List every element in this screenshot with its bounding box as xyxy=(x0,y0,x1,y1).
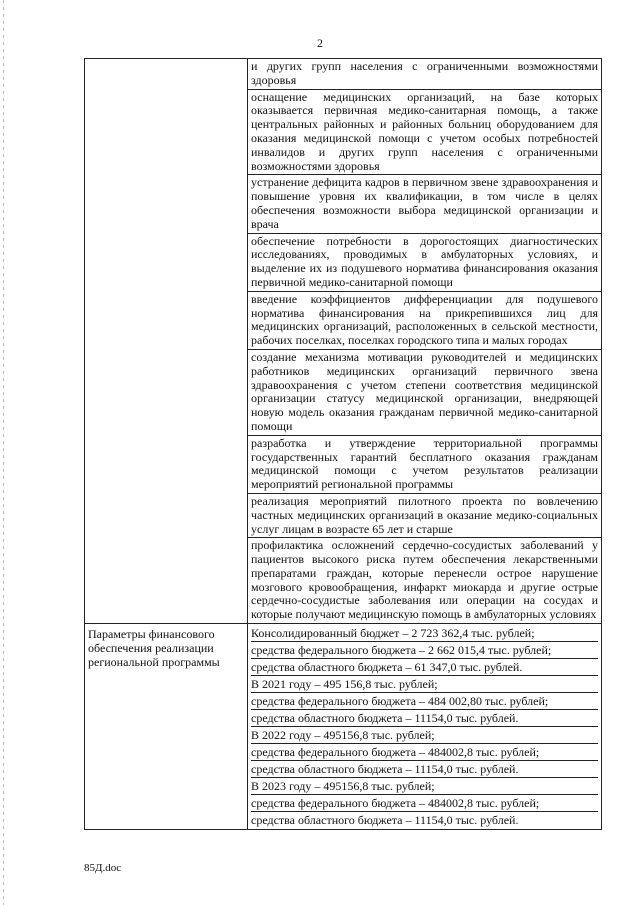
activities-body xyxy=(85,59,602,624)
activity-cell xyxy=(248,89,602,175)
finance-line: В 2023 году – 495156,8 тыс. рублей; xyxy=(251,778,598,795)
activity-cell xyxy=(248,349,602,435)
finance-line: средства федерального бюджета – 484002,8 тыс. рублей; xyxy=(251,795,598,812)
finance-line: средства федерального бюджета – 484002,8 тыс. рублей; xyxy=(251,744,598,761)
activity-cell xyxy=(248,538,602,624)
finance-line: средства федерального бюджета – 2 662 015,4 тыс. рублей; xyxy=(251,642,598,659)
finance-values-cell xyxy=(248,624,602,830)
activity-text: оснащение медицинских организаций, на базе которых оказывается первичная медико-санитарная помощь, а также центральных районных и районных больниц оборудованием для оказания медицинской помощи с учетом особых потребностей инвалидов и других групп населения с ограниченными возможностями здоровья xyxy=(251,89,598,173)
activity-row xyxy=(85,59,602,90)
page-number: 2 xyxy=(317,36,323,50)
activity-cell xyxy=(248,493,602,537)
activity-cell xyxy=(248,59,602,90)
activity-cell xyxy=(248,291,602,349)
program-table xyxy=(84,58,602,830)
finance-body xyxy=(85,624,602,830)
activity-text: введение коэффициентов дифференциации для подушевого норматива финансирования на прикрепившихся лиц для медицинских организаций, расположенных в сельской местности, рабочих поселках, поселках городского типа и малых городах xyxy=(251,291,598,348)
finance-line: В 2021 году – 495 156,8 тыс. рублей; xyxy=(251,676,598,693)
activity-text: разработка и утверждение территориальной программы государственных гарантий бесплатного оказания гражданам медицинской помощи с учетом результатов реализации мероприятий региональной программы xyxy=(251,435,598,492)
empty-label-cell xyxy=(85,59,248,624)
finance-line: средства областного бюджета – 11154,0 тыс. рублей. xyxy=(251,761,598,778)
activity-text: создание механизма мотивации руководителей и медицинских работников медицинских организаций первичного звена здравоохранения с учетом степени соответствия медицинской организации статусу медицинской организации, внедряющей новую модель оказания гражданам первичной медико-санитарной помощи xyxy=(251,349,598,433)
finance-line: средства областного бюджета – 11154,0 тыс. рублей. xyxy=(251,710,598,727)
finance-line: средства областного бюджета – 11154,0 тыс. рублей. xyxy=(251,813,519,828)
activity-text: реализация мероприятий пилотного проекта по вовлечению частных медицинских организаций в оказание медико-социальных услуг лицам в возрасте 65 лет и старше xyxy=(251,493,598,536)
finance-line: средства федерального бюджета – 484 002,80 тыс. рублей; xyxy=(251,693,598,710)
activity-text: устранение дефицита кадров в первичном звене здравоохранения и повышение уровня их квалификации, в том числе в целях обеспечения возможности выбора медицинской организации и врача xyxy=(251,175,598,231)
finance-row xyxy=(85,624,602,830)
activity-cell xyxy=(248,175,602,233)
scan-edge xyxy=(3,0,4,905)
activity-text: профилактика осложнений сердечно-сосудистых заболеваний у пациентов высокого риска путем обеспечения лекарственными препаратами граждан, которые перенесли острое нарушение мозгового кровообращения, инфаркт миокарда и другие острые сердечно-сосудистые заболевания или операции на сосудах и которые получают медицинскую помощь в амбулаторных условиях xyxy=(251,538,598,622)
finance-line: В 2022 году – 495156,8 тыс. рублей; xyxy=(251,727,598,744)
finance-label-cell xyxy=(85,624,248,830)
finance-line: Консолидированный бюджет – 2 723 362,4 тыс. рублей; xyxy=(251,625,598,642)
activity-text: и других групп населения с ограниченными возможностями здоровья xyxy=(251,59,598,87)
finance-label: Параметры финансового обеспечения реализации региональной программы xyxy=(88,627,220,670)
footer-filename: 85Д.doc xyxy=(84,862,122,874)
finance-line: средства областного бюджета – 61 347,0 тыс. рублей. xyxy=(251,659,598,676)
activity-cell xyxy=(248,435,602,493)
activity-cell xyxy=(248,233,602,291)
activity-text: обеспечение потребности в дорогостоящих диагностических исследованиях, проводимых в амбулаторных условиях, и выделение их из подушевого норматива финансирования оказания первичной медико-санитарной помощи xyxy=(251,233,598,289)
